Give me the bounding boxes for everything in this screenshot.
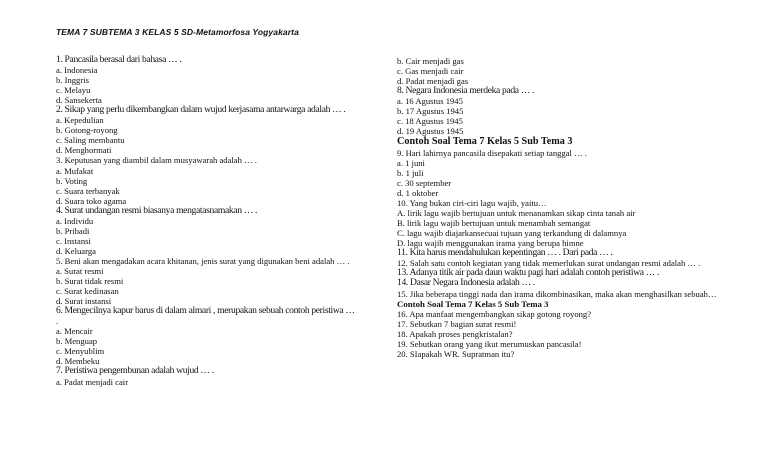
text-line: 2. Sikap yang perlu dikembangkan dalam wujud kerjasama antarwarga adalah … .	[56, 104, 346, 116]
text-line: 12. Salah satu contoh kegiatan yang tidak memerlukan surat undangan resmi adalah … .	[397, 258, 701, 269]
text-line: 7. Peristiwa pengembunan adalah wujud … .	[56, 365, 214, 377]
text-line: d. Membeku	[56, 356, 100, 367]
text-line: .	[56, 316, 59, 327]
text-line: 6. Mengecilnya kapur barus di dalam almari , merupakan sebuah contoh peristiwa …	[56, 305, 355, 317]
section-heading: Contoh Soal Tema 7 Kelas 5 Sub Tema 3	[397, 298, 549, 309]
text-line: b. Surat tidak resmi	[56, 276, 124, 287]
text-line: 15. Jika beberapa tinggi nada dan irama dikombinasikan, maka akan menghasilkan sebuah…	[397, 288, 717, 299]
text-line: c. Instansi	[56, 235, 91, 246]
text-line: a. Mufakat	[56, 165, 94, 176]
text-line: 10. Yang bukan ciri-ciri lagu wajib, yaitu…	[397, 198, 547, 209]
text-line: C. lagu wajib diajarkansecuai tujuan yang terkandung di dalamnya	[397, 228, 627, 239]
text-line: a. Kepedulian	[56, 115, 104, 126]
text-line: B. lirik lagu wajib bertujuan untuk menambah semangat	[397, 218, 591, 229]
text-line: A. lirik lagu wajib bertujuan untuk menanamkan sikap cinta tanah air	[397, 208, 636, 219]
text-line: c. Menyublim	[56, 346, 105, 357]
text-line: 20. SIapakah WR. Supratman itu?	[397, 349, 515, 360]
text-line: a. Indonesia	[56, 65, 98, 76]
text-line: d. Surat instansi	[56, 296, 112, 307]
text-line: b. Pribadi	[56, 225, 90, 236]
text-line: 19. Sebutkan orang yang ikut merumuskan pancasila!	[397, 339, 582, 350]
text-line: c. Suara terbanyak	[56, 185, 120, 196]
text-line: 5. Beni akan mengadakan acara khitanan, jenis surat yang digunakan beni adalah … .	[56, 255, 350, 266]
text-line: a. 1 juni	[397, 157, 425, 168]
text-line: c. Saling membantu	[56, 135, 125, 146]
text-line: d. Sansekerta	[56, 95, 102, 106]
section-heading: Contoh Soal Tema 7 Kelas 5 Sub Tema 3	[397, 136, 573, 148]
left-column	[56, 55, 386, 387]
text-line: b. Gotong-royong	[56, 125, 118, 136]
text-line: c. Surat kedinasan	[56, 286, 119, 297]
text-line: d. Keluarga	[56, 245, 96, 256]
text-line: a. 16 Agustus 1945	[397, 96, 463, 107]
text-line: 1. Pancasila berasal dari bahasa … .	[56, 54, 182, 65]
text-line: d. 19 Agustus 1945	[397, 126, 464, 137]
text-line: c. 18 Agustus 1945	[397, 116, 463, 127]
text-line: 18. Apakah proses pengkristalan?	[397, 329, 513, 340]
text-line: 13. Adanya titik air pada daun waktu pagi hari adalah contoh peristiwa … .	[397, 267, 660, 279]
text-line: 14. Dasar Negara Indonesia adalah … .	[397, 277, 535, 289]
text-line: d. Menghormati	[56, 145, 112, 156]
text-line: 8. Negara Indonesia merdeka pada … .	[397, 85, 535, 97]
text-line: c. 30 september	[397, 178, 452, 189]
text-line: a. Padat menjadi cair	[56, 376, 129, 387]
text-line: b. Inggris	[56, 75, 89, 86]
text-line: b. Cair menjadi gas	[397, 56, 464, 66]
text-line: 9. Hari lahirnya pancasila disepakati setiap tanggal … .	[397, 147, 587, 158]
text-line: c. Gas menjadi cair	[397, 66, 464, 77]
text-line: b. Voting	[56, 175, 88, 186]
text-line: 16. Apa manfaat mengembangkan sikap gotong royong?	[397, 309, 592, 320]
text-line: D. lagu wajib menggunakan irama yang berupa himne	[397, 238, 584, 249]
text-line: a. Individu	[56, 215, 94, 226]
text-line: a. Surat resmi	[56, 265, 104, 276]
text-line: d. Padat menjadi gas	[397, 76, 469, 87]
text-line: 3. Keputusan yang diambil dalam musyawarah adalah … .	[56, 155, 257, 166]
text-line: b. Menguap	[56, 336, 98, 347]
text-line: 11. Kita harus mendahulukan kepentingan … . Dari pada … .	[397, 247, 613, 259]
text-line: b. 17 Agustus 1945	[397, 106, 464, 117]
text-line: d. Suara toko agama	[56, 195, 127, 206]
text-line: 17. Sebutkan 7 bagian surat resmi!	[397, 319, 517, 330]
text-line: a. Mencair	[56, 326, 93, 337]
page-header-title: TEMA 7 SUBTEMA 3 KELAS 5 SD-Metamorfosa Yogyakarta	[56, 27, 299, 37]
text-line: d. 1 oktober	[397, 188, 439, 199]
right-column	[397, 56, 717, 359]
text-line: b. 1 juli	[397, 167, 424, 178]
text-line: 4. Surat undangan resmi biasanya mengatasnamakan … .	[56, 204, 258, 216]
text-line: c. Melayu	[56, 85, 91, 96]
